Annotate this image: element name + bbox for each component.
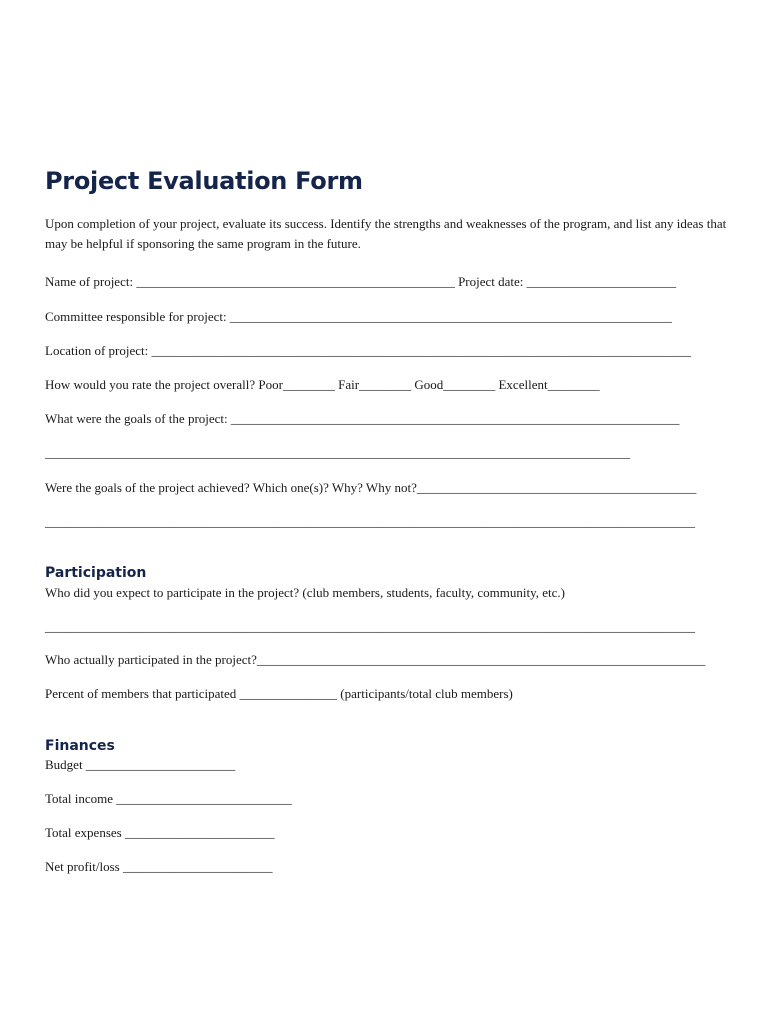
committee-field[interactable]: Committee responsible for project: ____________________________________________________________________ bbox=[45, 309, 672, 324]
total-expenses-field[interactable]: Total expenses _______________________ bbox=[45, 825, 275, 840]
goals-field[interactable]: What were the goals of the project: _____________________________________________________________________ bbox=[45, 411, 680, 426]
intro-paragraph: Upon completion of your project, evaluate its success. Identify the strengths and weaknesses of the program, and list any ideas that may be helpful if sponsoring the same program in the future. bbox=[45, 216, 727, 251]
page-title: Project Evaluation Form bbox=[45, 167, 363, 195]
location-field[interactable]: Location of project: ___________________________________________________________________________________ bbox=[45, 343, 691, 358]
total-income-field[interactable]: Total income ___________________________ bbox=[45, 791, 292, 806]
project-name-date-field[interactable]: Name of project: _________________________________________________ Project date: _______________________ bbox=[45, 274, 677, 289]
expected-participants-field[interactable]: ____________________________________________________________________________________________________ bbox=[45, 619, 695, 634]
goals-achieved-field[interactable]: Were the goals of the project achieved? Which one(s)? Why? Why not?___________________________________________ bbox=[45, 480, 697, 495]
finances-heading: Finances bbox=[45, 738, 115, 754]
goals-achieved-field-line-2[interactable]: ____________________________________________________________________________________________________ bbox=[45, 514, 695, 529]
expected-participants-question: Who did you expect to participate in the project? (club members, students, faculty, community, etc.) bbox=[45, 585, 565, 600]
participation-heading: Participation bbox=[45, 565, 147, 581]
budget-field[interactable]: Budget _______________________ bbox=[45, 757, 236, 772]
percent-participated-field[interactable]: Percent of members that participated _______________ (participants/total club members) bbox=[45, 686, 513, 701]
actual-participants-field[interactable]: Who actually participated in the project?_____________________________________________________________________ bbox=[45, 652, 706, 667]
goals-field-line-2[interactable]: __________________________________________________________________________________________ bbox=[45, 445, 630, 460]
net-profit-loss-field[interactable]: Net profit/loss _______________________ bbox=[45, 859, 273, 874]
overall-rating-field[interactable]: How would you rate the project overall? Poor________ Fair________ Good________ Excellent________ bbox=[45, 377, 600, 392]
